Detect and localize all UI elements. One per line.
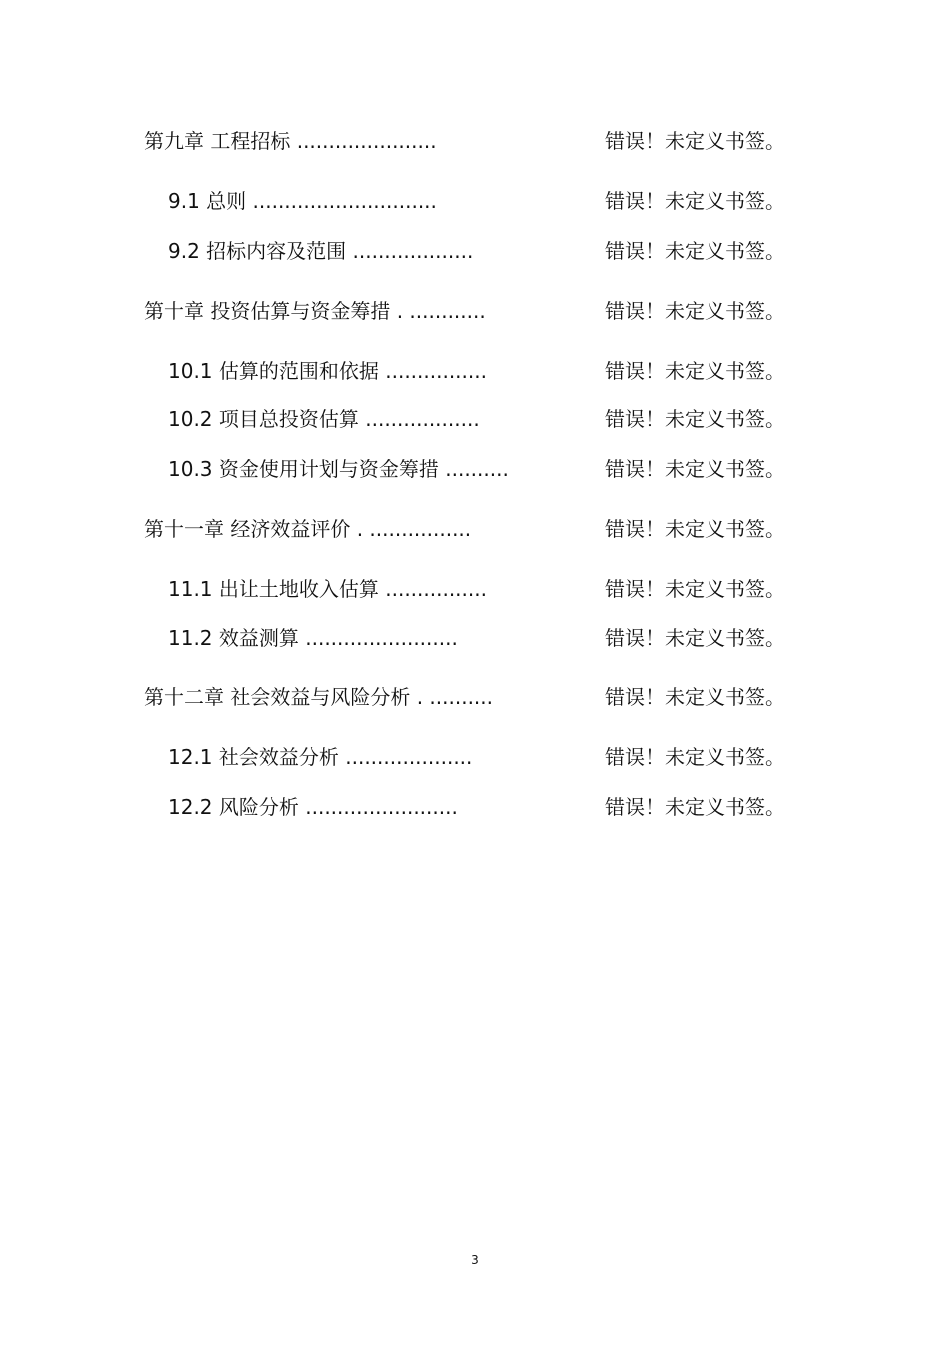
toc-entry-title: 12.1 社会效益分析 .................... [168,745,473,769]
toc-entry-title: 10.1 估算的范围和依据 ................ [168,359,487,383]
toc-entry-page-ref: 错误！未定义书签。 [605,189,785,213]
page-number: 3 [471,1253,479,1267]
toc-entry-title: 10.3 资金使用计划与资金筹措 .......... [168,457,509,481]
toc-section-12-1[interactable] [0,742,950,772]
toc-entry-page-ref: 错误！未定义书签。 [605,795,785,819]
toc-entry-page-ref: 错误！未定义书签。 [605,517,785,541]
toc-entry-title: 9.1 总则 ............................. [168,189,437,213]
toc-entry-title: 10.2 项目总投资估算 .................. [168,407,480,431]
toc-entry-page-ref: 错误！未定义书签。 [605,626,785,650]
toc-entry-title: 第十章 投资估算与资金筹措 . ............ [144,299,486,323]
toc-section-11-2[interactable] [0,623,950,653]
toc-entry-page-ref: 错误！未定义书签。 [605,745,785,769]
toc-entry-page-ref: 错误！未定义书签。 [605,407,785,431]
toc-chapter-10[interactable] [0,296,950,326]
toc-entry-title: 11.1 出让土地收入估算 ................ [168,577,487,601]
toc-entry-title: 11.2 效益测算 ........................ [168,626,458,650]
toc-section-9-1[interactable] [0,186,950,216]
toc-entry-title: 9.2 招标内容及范围 ................... [168,239,474,263]
toc-entry-title: 第十二章 社会效益与风险分析 . .......... [144,685,494,709]
toc-entry-title: 12.2 风险分析 ........................ [168,795,458,819]
toc-entry-page-ref: 错误！未定义书签。 [605,457,785,481]
toc-chapter-9[interactable] [0,126,950,156]
toc-entry-page-ref: 错误！未定义书签。 [605,685,785,709]
toc-section-10-3[interactable] [0,454,950,484]
toc-section-12-2[interactable] [0,792,950,822]
toc-section-10-1[interactable] [0,356,950,386]
toc-section-9-2[interactable] [0,236,950,266]
toc-entry-page-ref: 错误！未定义书签。 [605,359,785,383]
toc-entry-page-ref: 错误！未定义书签。 [605,239,785,263]
toc-entry-title: 第九章 工程招标 ...................... [144,129,437,153]
toc-entry-page-ref: 错误！未定义书签。 [605,299,785,323]
toc-chapter-11[interactable] [0,514,950,544]
toc-section-10-2[interactable] [0,404,950,434]
toc-entry-page-ref: 错误！未定义书签。 [605,577,785,601]
toc-entry-title: 第十一章 经济效益评价 . ................ [144,517,472,541]
toc-section-11-1[interactable] [0,574,950,604]
toc-chapter-12[interactable] [0,682,950,712]
toc-entry-page-ref: 错误！未定义书签。 [605,129,785,153]
